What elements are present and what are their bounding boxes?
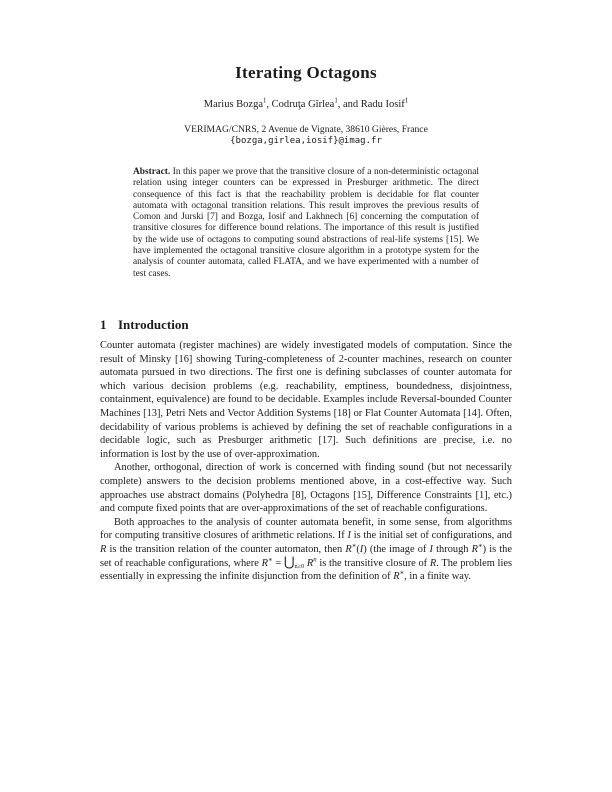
abstract-label: Abstract.	[133, 167, 171, 177]
section-heading	[100, 317, 512, 333]
section-number: 1	[100, 317, 107, 332]
email-line: {bozga,girlea,iosif}@imag.fr	[230, 136, 382, 146]
body-text	[100, 339, 512, 584]
paper-title: Iterating Octagons	[235, 63, 377, 82]
abstract-block	[133, 167, 479, 280]
abstract-text: In this paper we prove that the transitive closure of a non-deterministic octagonal relation using integer counters can be expressed in Presburger arithmetic. The direct consequence of this fact is that the reachability problem is decidable for flat counter automata with octagonal transition relations. This result improves the previous results of Comon and Jurski [7] and Bozga, Iosif and Lakhnech [6] concerning the computation of transitive closures for difference bound relations. The importance of this result is justified by the wide use of octagons to computing sound abstractions of real-life systems [15]. We have implemented the octagonal transitive closure algorithm in a prototype system for the analysis of counter automata, called FLATA, and we have experimented with a number of test cases.	[133, 167, 479, 279]
paragraph-1: Counter automata (register machines) are widely investigated models of computation. Since the result of Minsky [16] showing Turing-completeness of 2-counter machines, research on counter automata pursued in two directions. The first one is defining subclasses of counter automata for which various decision problems (e.g. reachability, emptiness, boundedness, disjointness, containment, equivalence) are found to be decidable. Examples include Reversal-bounded Counter Machines [13], Petri Nets and Vector Addition Systems [18] or Flat Counter Automata [14]. Often, decidability of various problems is achieved by defining the set of reachable configurations in a decidable logic, such as Presburger arithmetic [17]. Such definitions are precise, i.e. no information is lost by the use of over-approximation.	[100, 340, 512, 460]
paragraph-2: Another, orthogonal, direction of work is concerned with finding sound (but not necessarily complete) answers to the decision problems mentioned above, in a cost-effective way. Such approaches use abstract domains (Polyhedra [8], Octagons [15], Difference Constraints [1], etc.) and compute fixed points that are over-approximations of the set of reachable configurations.	[100, 462, 512, 515]
affiliation-line: VERIMAG/CNRS, 2 Avenue de Vignate, 38610 Gières, France	[184, 124, 428, 135]
authors-line: Marius Bozga$^1$, Codruţa Gîrlea$^1$, and Radu Iosif$^1$	[203, 97, 409, 110]
section-title: Introduction	[118, 317, 189, 332]
paragraph-3: Both approaches to the analysis of counter automata benefit, in some sense, from algorithms for computing transitive closures of arithmetic relations. If I is the initial set of configurations, and R is the transition relation of the counter automaton, then R∗(I) (the image of I through R∗) is the set of reachable configurations, where R∗ = ⋃n≥0 $R^n$ is the transitive closure of R. The problem lies essentially in expressing the infinite disjunction from the definition of R∗, in a finite way.	[100, 516, 512, 583]
